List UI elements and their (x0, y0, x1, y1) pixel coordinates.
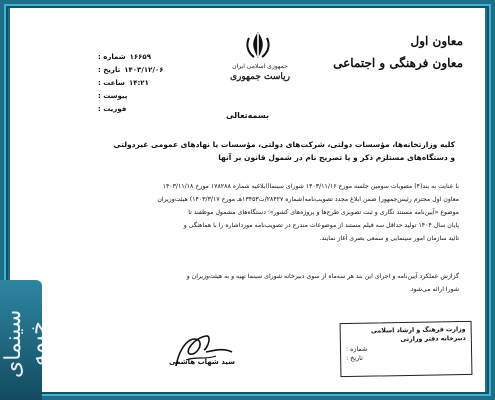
meta-number-value: ۱۶۶۵۹ (129, 52, 151, 61)
signature-icon (146, 326, 256, 374)
recipient-block (45, 138, 455, 164)
meta-attachment-label: پیوست : (98, 91, 128, 100)
emblem-caption-small: جمهوری اسلامی ایران (232, 63, 288, 70)
meta-time-label: ساعت : (98, 78, 125, 87)
letter-closing (35, 270, 459, 296)
watermark-text: سینمای خیمه (1, 309, 50, 379)
office-line-1: معاون اول (410, 34, 463, 48)
body-line: معاون اول محترم رئیس‌جمهور) ضمن ابلاغ مجدد تصویب‌نامه(شماره ۲۸۴۲۷/ت۱۳۴۵۳هـ مورخ ۱۴۰۳/۳/۱۷) هیئت‌وزیران (157, 196, 459, 203)
meta-date-value: ۱۴۰۳/۱۲/۰۶ (124, 65, 164, 74)
meta-date-row (98, 63, 216, 76)
body-line: تائید سازمان امور سینمایی و سمعی بصری آغاز نمایند. (319, 235, 459, 242)
stamp-number-label: شماره : (345, 345, 368, 354)
meta-attachment-row (98, 89, 216, 102)
signer-name: سید شهاب هاشمی (169, 358, 235, 366)
bismillah: بسمه‌تعالی (226, 111, 269, 120)
stamp-line-2: دبیرخانه دفتر وزارتی (400, 334, 466, 344)
recipient-line: و دستگاه‌های مستلزم ذکر و یا تصریح نام در شمول قانون بر آنها (218, 153, 455, 162)
office-line-2: معاون فرهنگی و اجتماعی (333, 56, 463, 70)
emblem-caption-big: ریاست جمهوری (229, 72, 291, 82)
recipient-line: کلیه وزارتخانه‌ها، مؤسسات دولتی، شرکت‌های دولتی، مؤسسات یا نهادهای عمومی غیردولتی (113, 140, 455, 149)
closing-line: گزارش عملکرد آیین‌نامه و اجرای این بند هر سه‌ماه از سوی دبیرخانه شورای سینما تهیه و به هیئت‌وزیران و (186, 273, 459, 280)
meta-date-label: تاریخ : (98, 65, 121, 74)
iran-emblem-icon (238, 30, 278, 64)
letter-meta (98, 50, 216, 115)
receipt-stamp (340, 321, 473, 377)
body-line: پایان سال ۱۴۰۴ تولید حداقل سه فیلم مستند از موضوعات مندرج در تصویب‌نامه مورداشاره را با هماهنگی و (183, 222, 459, 229)
meta-number-label: شماره : (98, 52, 126, 61)
letter-paper (10, 8, 485, 392)
stamp-date-label: تاریخ : (346, 354, 363, 363)
letter-body (35, 180, 459, 245)
meta-time-value: ۱۴:۲۱ (128, 78, 149, 87)
office-title (333, 34, 463, 70)
stamp-line-1: وزارت فرهنگ و ارشاد اسلامی (370, 325, 466, 335)
meta-urgency-label: فوریت : (98, 104, 127, 113)
watermark-logo (0, 280, 50, 400)
meta-number-row (98, 50, 216, 63)
meta-time-row (98, 76, 216, 89)
emblem-caption (210, 63, 310, 82)
body-line: با عنایت به بند(۴) مصوبات سومین جلسه مورخ ۱۴۰۳/۱۱/۱۶ شورای سینما(ابلاغیه شماره ۱۷۸۲۸۸ مورخ ۱۴۰۳/۱۱/۱۸ (162, 183, 459, 190)
closing-line: شورا ارائه می‌شود. (408, 286, 459, 293)
body-line: موضوع «آیین‌نامه مستند نگاری و ثبت تصویری طرح‌ها و پروژه‌های کشور»؛ دستگاه‌های مشمول موظفند تا (188, 209, 459, 216)
